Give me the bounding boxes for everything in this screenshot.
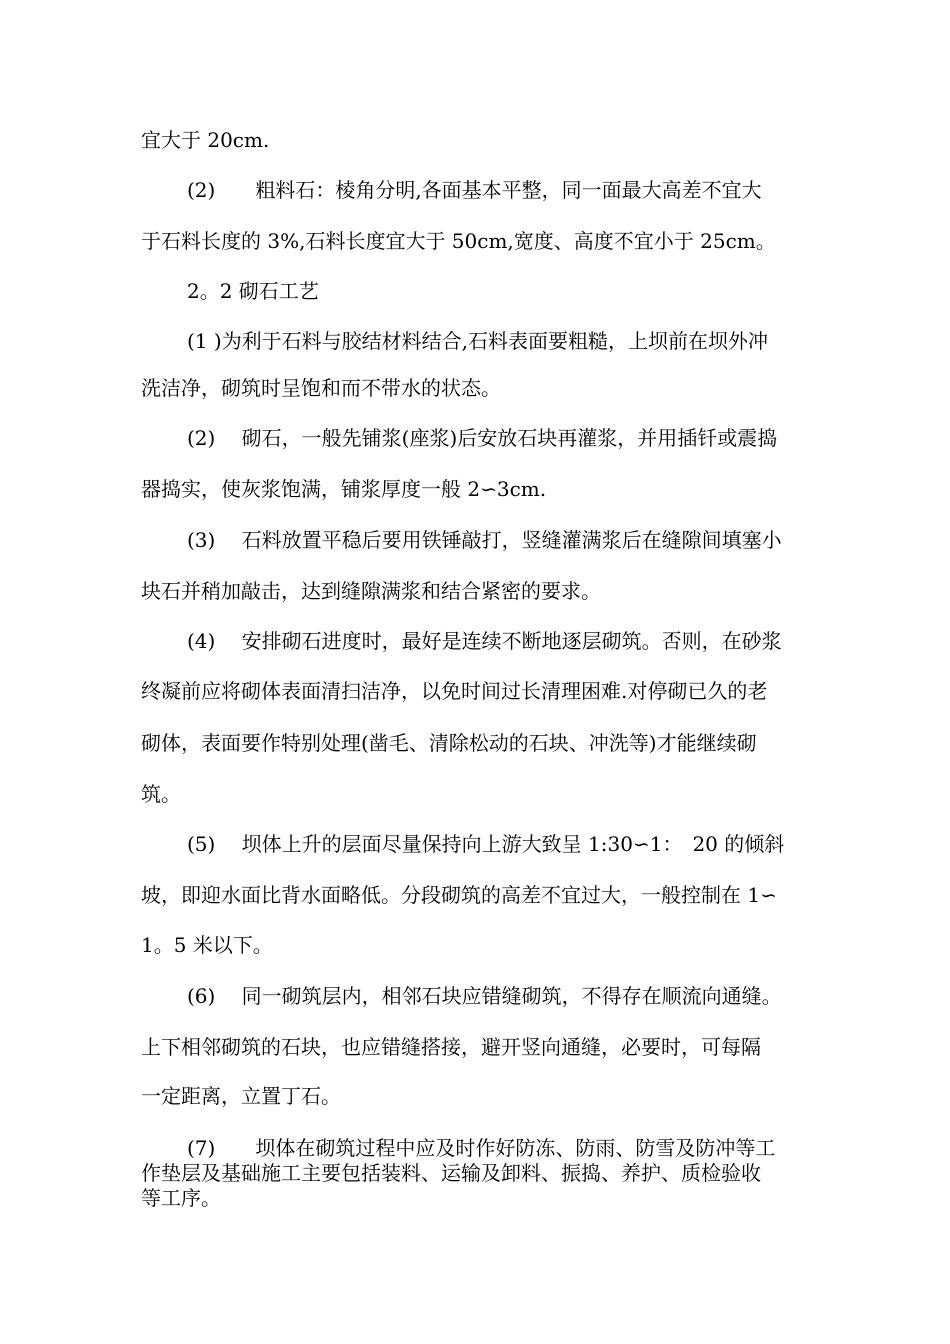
text-line: 终凝前应将砌体表面清扫洁净，以免时间过长清理困难.对停砌已久的老 — [141, 679, 768, 703]
section-heading: 2。2 砌石工艺 — [187, 279, 319, 303]
text-line: 洗洁净，砌筑时呈饱和而不带水的状态。 — [141, 376, 501, 400]
text-line: 作垫层及基础施工主要包括装料、运输及卸料、振捣、养护、质检验收 — [141, 1161, 761, 1185]
text-line: (7) 坝体在砌筑过程中应及时作好防冻、防雨、防雪及防冲等工 — [187, 1136, 776, 1160]
text-line: (4) 安排砌石进度时，最好是连续不断地逐层砌筑。否则，在砂浆 — [187, 629, 782, 653]
text-line: 砌体，表面要作特别处理(凿毛、清除松动的石块、冲洗等)才能继续砌 — [141, 731, 757, 755]
text-line: (2) 粗料石：棱角分明,各面基本平整，同一面最大高差不宜大 — [187, 178, 762, 202]
text-line: 于石料长度的 3%,石料长度宜大于 50cm,宽度、高度不宜小于 25cm。 — [141, 229, 776, 253]
text-line: 一定距离，立置丁石。 — [141, 1084, 341, 1108]
text-line: 上下相邻砌筑的石块，也应错缝搭接，避开竖向通缝，必要时，可每隔 — [141, 1035, 761, 1059]
text-line: 等工序。 — [141, 1186, 221, 1210]
text-line: 坡，即迎水面比背水面略低。分段砌筑的高差不宜过大，一般控制在 1∽ — [141, 883, 777, 907]
text-line: 筑。 — [141, 782, 181, 806]
text-line: 宜大于 20cm. — [141, 128, 270, 152]
text-line: 块石并稍加敲击，达到缝隙满浆和结合紧密的要求。 — [141, 579, 601, 603]
text-line: (6) 同一砌筑层内，相邻石块应错缝砌筑，不得存在顺流向通缝。 — [187, 984, 782, 1008]
text-line: (1 )为利于石料与胶结材料结合,石料表面要粗糙，上坝前在坝外冲 — [187, 329, 769, 353]
text-line: (5) 坝体上升的层面尽量保持向上游大致呈 1:30∽1： 20 的倾斜 — [187, 832, 785, 856]
text-line: 器捣实，使灰浆饱满，铺浆厚度一般 2∽3cm. — [141, 477, 547, 501]
text-line: (3) 石料放置平稳后要用铁锤敲打，竖缝灌满浆后在缝隙间填塞小 — [187, 528, 782, 552]
text-line: 1。5 米以下。 — [141, 933, 273, 957]
text-line: (2) 砌石，一般先铺浆(座浆)后安放石块再灌浆，并用插钎或震捣 — [187, 426, 778, 450]
